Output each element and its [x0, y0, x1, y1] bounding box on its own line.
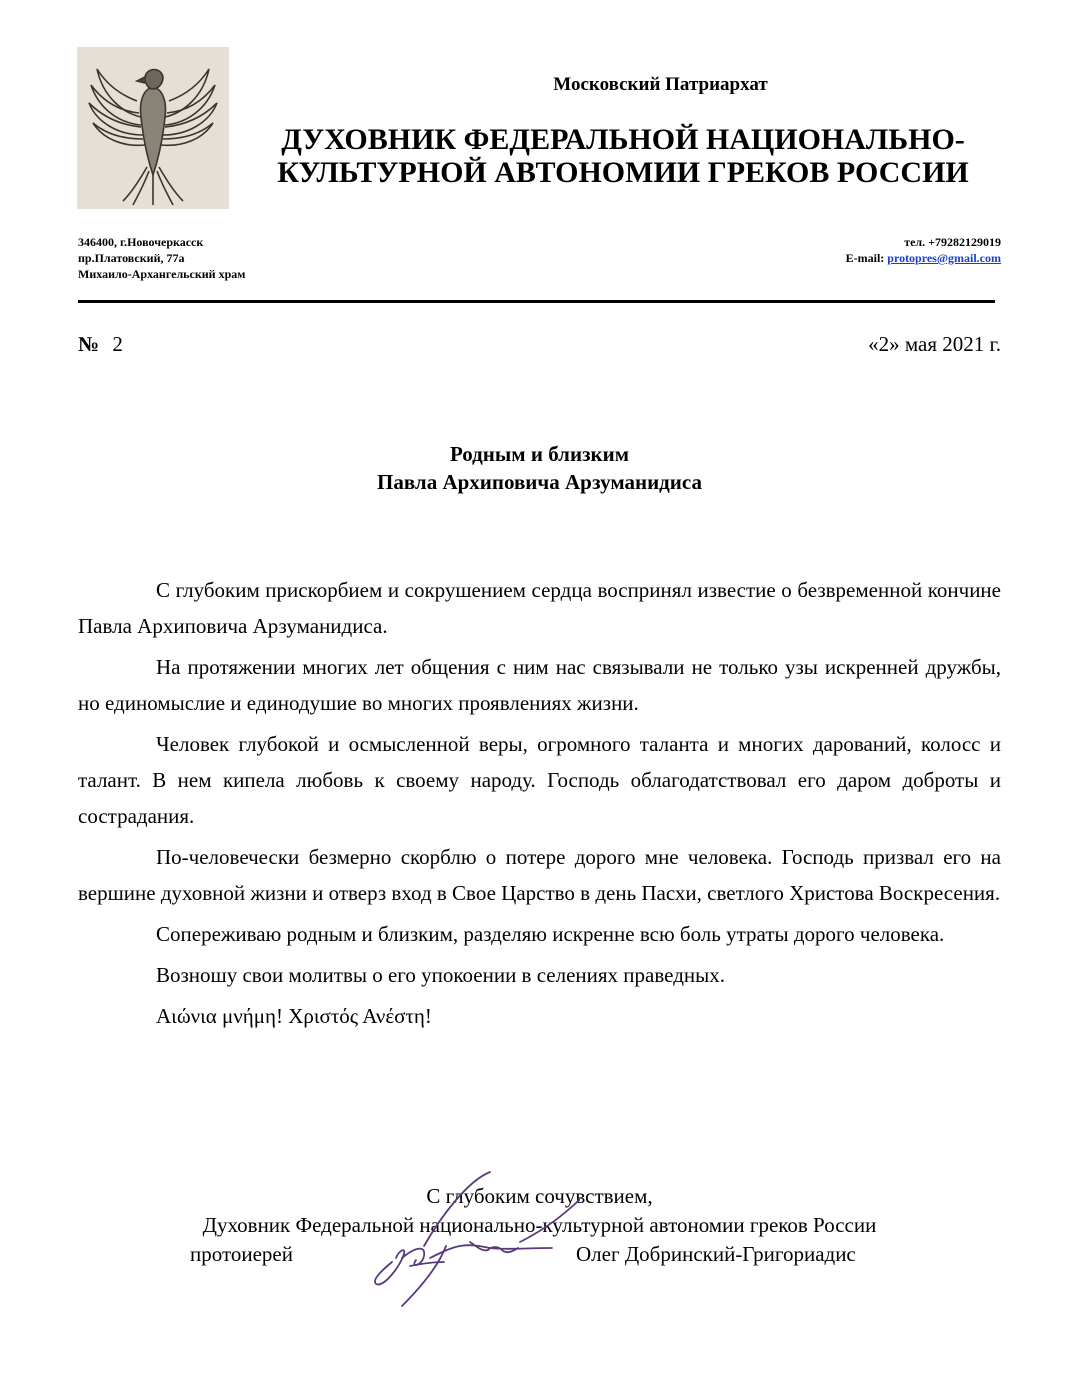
paragraph: Возношу свои молитвы о его упокоении в селениях праведных.	[156, 963, 725, 987]
address-line-1: 346400, г.Новочеркасск	[78, 235, 204, 249]
closing-block	[78, 1182, 1001, 1269]
emblem-logo	[77, 47, 229, 209]
title-line-2: КУЛЬТУРНОЙ АВТОНОМИИ ГРЕКОВ РОССИИ	[277, 156, 969, 189]
address-line-2: пр.Платовский, 77а	[78, 251, 185, 265]
number-value: 2	[112, 332, 123, 356]
document-number	[78, 332, 123, 357]
email-line	[846, 250, 1001, 266]
addressee-line-1: Родным и близким	[449, 442, 630, 466]
paragraph: Сопереживаю родным и близким, разделяю искренне всю боль утраты дорого человека.	[156, 922, 945, 946]
addressee-line-2: Павла Архиповича Арзуманидиса	[377, 470, 702, 494]
email-label: E-mail:	[845, 251, 888, 265]
paragraph: С глубоким прискорбием и сокрушением сердца воспринял известие о безвременной кончине Павла Архиповича Арзуманидиса.	[78, 578, 1001, 638]
header-divider	[78, 300, 995, 303]
letter-body	[78, 572, 1001, 1039]
title-line-1: ДУХОВНИК ФЕДЕРАЛЬНОЙ НАЦИОНАЛЬНО-	[281, 123, 965, 156]
email-link[interactable]: protopres@gmail.com	[887, 251, 1001, 265]
patriarchate-heading: Московский Патриархат	[553, 74, 768, 95]
postal-address	[78, 234, 245, 282]
number-sign: №	[78, 332, 100, 356]
paragraph: Αιώνια μνήμη! Χριστός Ανέστη!	[156, 1004, 432, 1028]
signer-position: Духовник Федеральной национально-культурной автономии греков России	[202, 1213, 877, 1237]
double-headed-eagle-icon	[77, 47, 229, 209]
addressee	[78, 440, 1001, 496]
address-line-3: Михаило-Архангельский храм	[78, 267, 246, 281]
paragraph: Человек глубокой и осмысленной веры, огромного таланта и многих дарований, колосс и талант. В нем кипела любовь к своему народу. Господь облагодатствовал его даром доброты и сострадания.	[78, 732, 1001, 828]
contact-info	[846, 234, 1001, 266]
phone-number: тел. +79282129019	[904, 235, 1001, 249]
signer-rank: протоиерей	[190, 1242, 293, 1266]
paragraph: На протяжении многих лет общения с ним нас связывали не только узы искренней дружбы, но единомыслие и единодушие во многих проявлениях жизни.	[78, 655, 1001, 715]
signer-line	[78, 1240, 1001, 1269]
organization-title	[250, 123, 996, 189]
closing-phrase: С глубоким сочувствием,	[426, 1184, 653, 1208]
document-date: «2» мая 2021 г.	[868, 332, 1001, 356]
signer-name: Олег Добринский-Григориадис	[576, 1242, 856, 1266]
paragraph: По-человечески безмерно скорблю о потере дорого мне человека. Господь призвал его на вершине духовной жизни и отверз вход в Свое Царство в день Пасхи, светлого Христова Воскресения.	[78, 845, 1001, 905]
